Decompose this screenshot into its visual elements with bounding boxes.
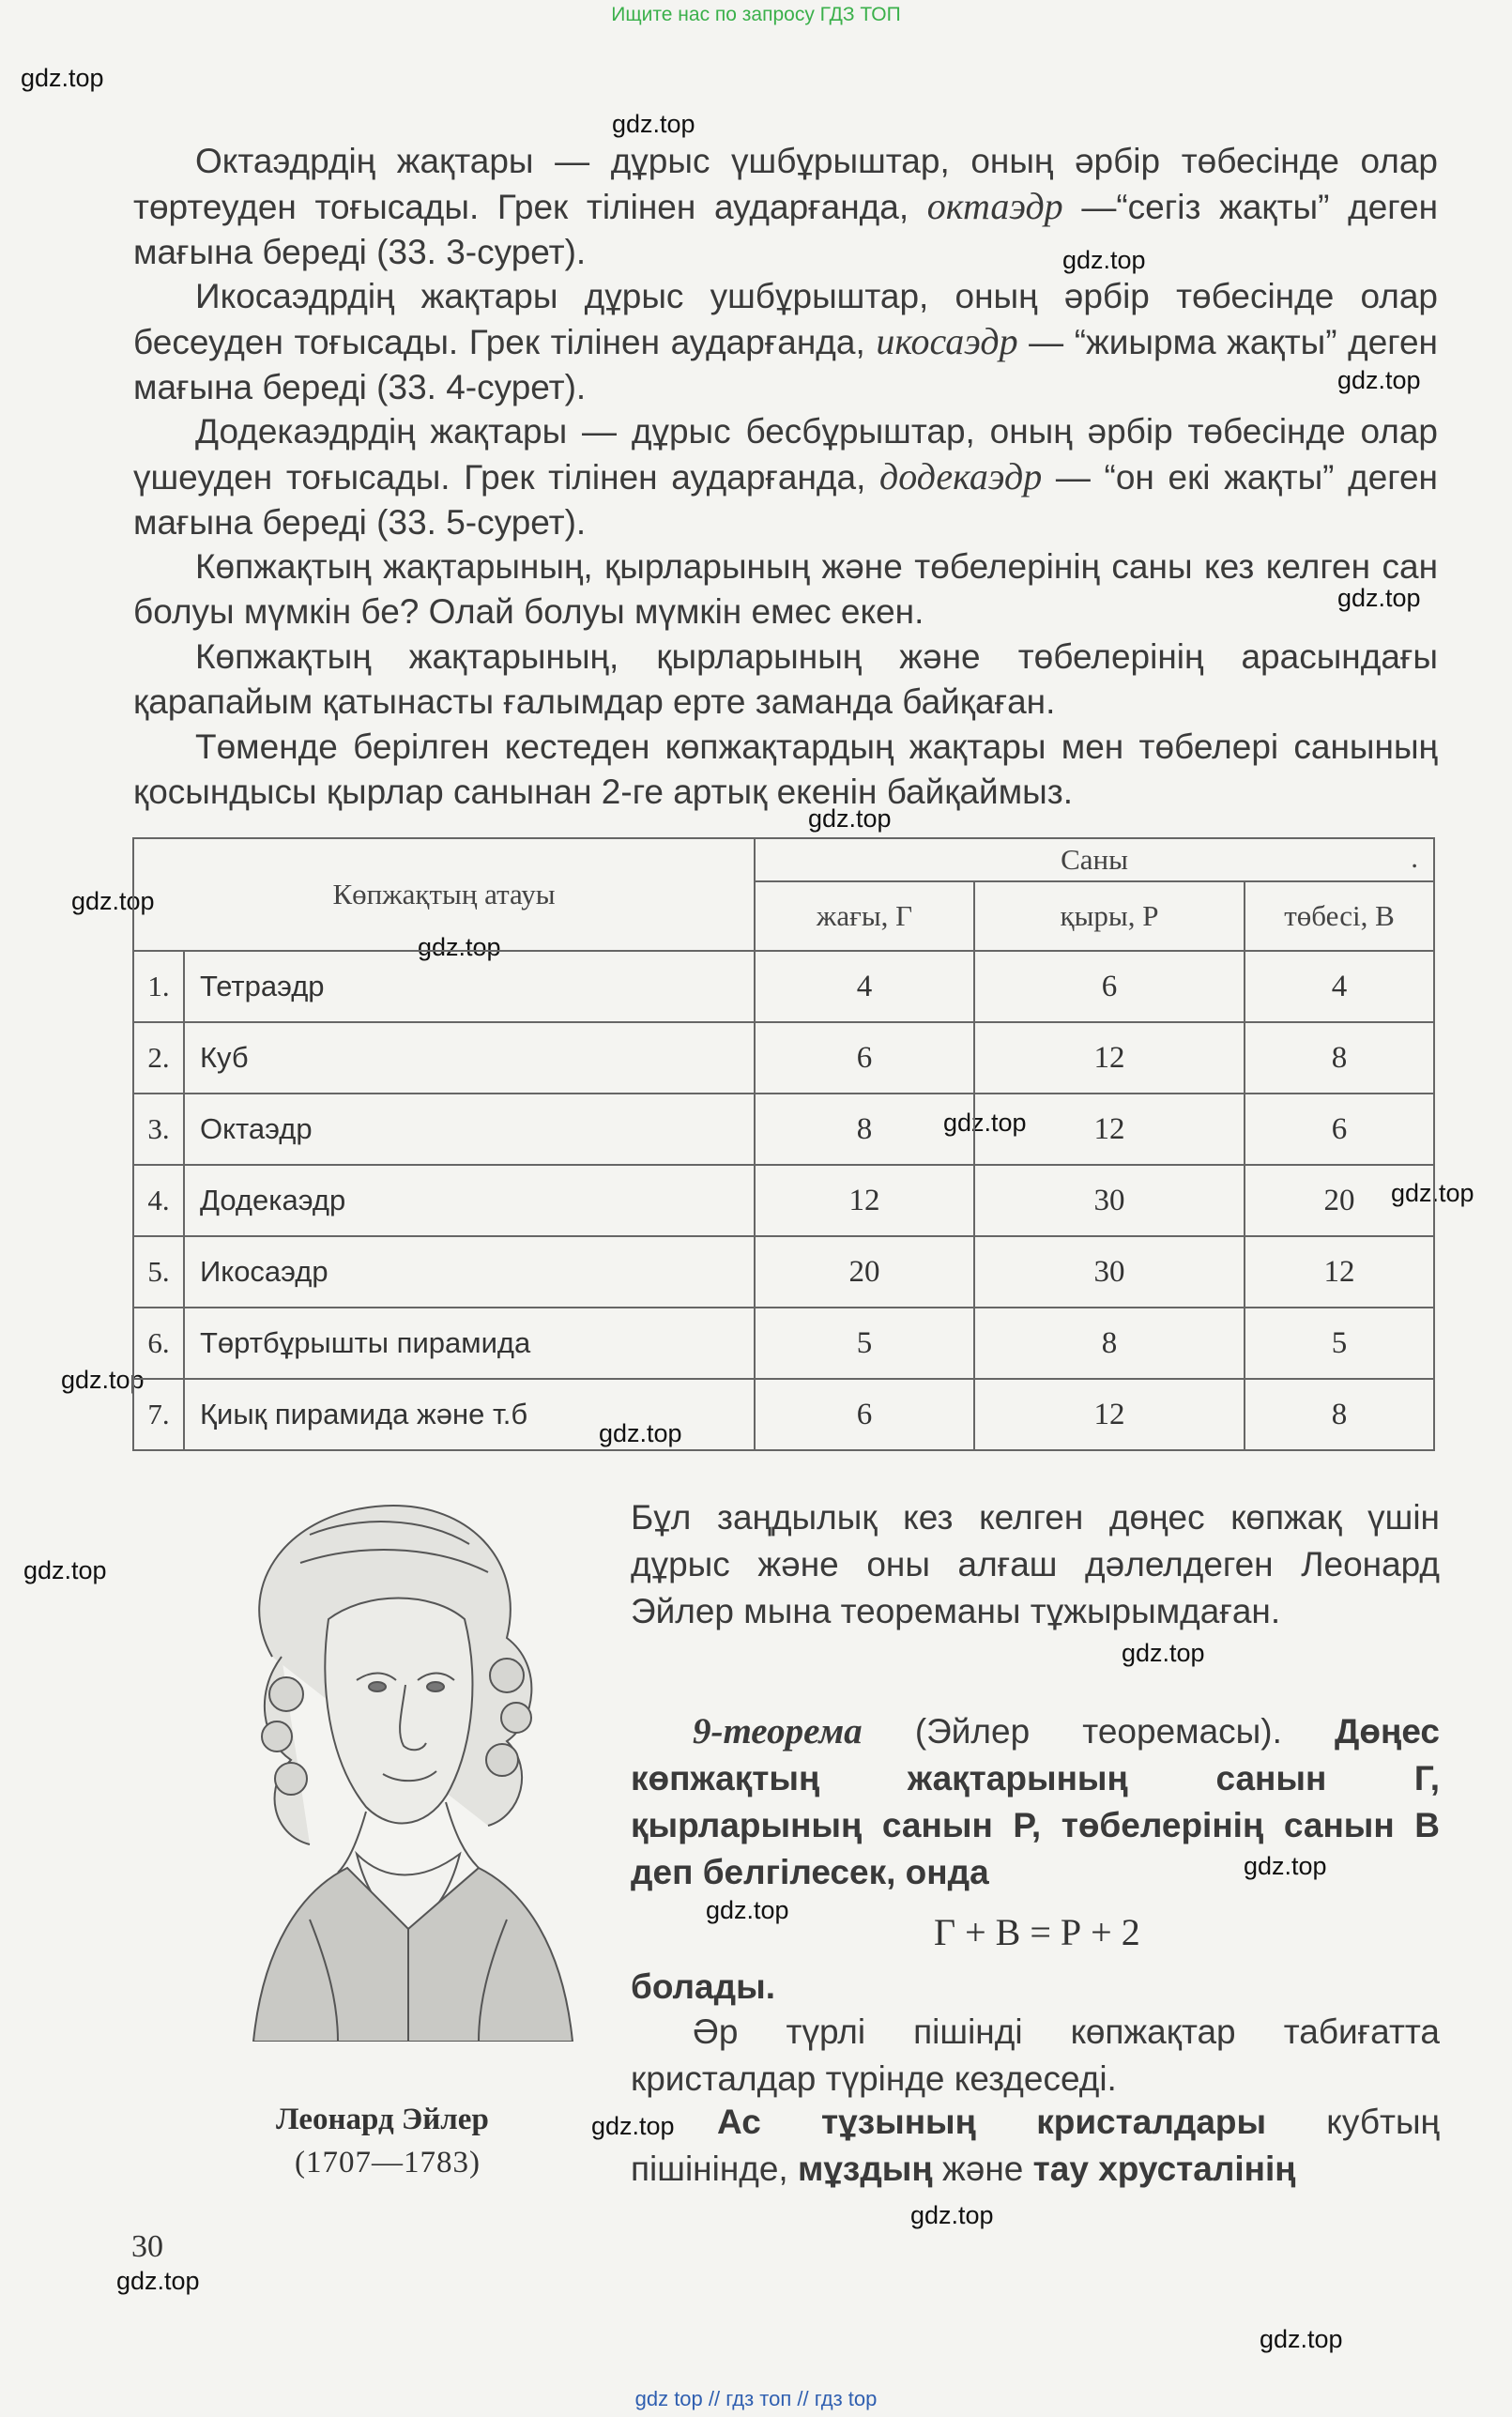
paragraph-dodecahedron bbox=[133, 409, 1438, 545]
watermark: gdz.top bbox=[1122, 1639, 1205, 1667]
paragraph-text: — “он екі жақты” деген мағына береді (33. 5-сурет). bbox=[133, 458, 1438, 542]
watermark: gdz.top bbox=[910, 2201, 994, 2229]
watermark: gdz.top bbox=[1337, 584, 1421, 612]
table-row bbox=[133, 1236, 1434, 1308]
euler-formula: Г + В = Р + 2 bbox=[934, 1911, 1140, 1953]
table-row bbox=[133, 1165, 1434, 1236]
page-number: 30 bbox=[131, 2229, 163, 2264]
row-name: Октаэдр bbox=[184, 1094, 755, 1165]
row-name: Тетраэдр bbox=[184, 951, 755, 1022]
term-icosahedron: икосаэдр bbox=[876, 320, 1018, 362]
table-header-count-label: Саны bbox=[1061, 843, 1128, 876]
table-header-count bbox=[755, 838, 1434, 881]
row-number: 5. bbox=[133, 1236, 184, 1308]
paragraph-table-intro bbox=[133, 725, 1438, 815]
table-row bbox=[133, 1308, 1434, 1379]
row-number: 4. bbox=[133, 1165, 184, 1236]
watermark: gdz.top bbox=[1391, 1179, 1474, 1207]
paragraph-nature bbox=[631, 2009, 1440, 2103]
row-vertices: 5 bbox=[1245, 1308, 1434, 1379]
top-banner[interactable]: Ищите нас по запросу ГДЗ ТОП bbox=[611, 4, 901, 25]
watermark: gdz.top bbox=[1337, 366, 1421, 394]
table-header-dot: . bbox=[1411, 841, 1418, 874]
paragraph-text: Көпжақтың жақтарының, қырларының және төбелерінің саны кез келген сан болуы мүмкін бе? Олай болуы мүмкін емес екен. bbox=[133, 547, 1438, 631]
portrait-caption-years: (1707—1783) bbox=[295, 2146, 481, 2180]
watermark: gdz.top bbox=[808, 804, 892, 833]
row-faces: 6 bbox=[755, 1022, 974, 1094]
euler-portrait-image bbox=[197, 1478, 591, 2042]
watermark: gdz.top bbox=[612, 110, 695, 138]
table-header-name: Көпжақтың атауы bbox=[133, 838, 755, 951]
row-number: 3. bbox=[133, 1094, 184, 1165]
row-number: 7. bbox=[133, 1379, 184, 1450]
paragraph-relation bbox=[133, 635, 1438, 725]
row-edges: 30 bbox=[974, 1165, 1245, 1236]
row-edges: 12 bbox=[974, 1379, 1245, 1450]
watermark: gdz.top bbox=[591, 2112, 675, 2140]
table-row bbox=[133, 1022, 1434, 1094]
watermark: gdz.top bbox=[116, 2267, 200, 2295]
paragraph-icosahedron bbox=[133, 274, 1438, 410]
theorem-name: (Эйлер теоремасы). bbox=[862, 1712, 1336, 1751]
polyhedra-table bbox=[132, 837, 1435, 1451]
theorem-body: Дөңес көпжақтың жақтарының санын Г, қырларының санын Р, төбелерінің санын В деп белгілесек, онда bbox=[631, 1712, 1440, 1891]
row-faces: 8 bbox=[755, 1094, 974, 1165]
row-name: Додекаэдр bbox=[184, 1165, 755, 1236]
table-row bbox=[133, 1379, 1434, 1450]
term-octahedron: октаэдр bbox=[926, 185, 1063, 227]
row-name: Қиық пирамида және т.б bbox=[184, 1379, 755, 1450]
table-header-vertices: төбесі, В bbox=[1245, 881, 1434, 951]
row-edges: 12 bbox=[974, 1094, 1245, 1165]
nature-text: Әр түрлі пішінді көпжақтар табиғатта кристалдар түрінде кездеседі. bbox=[631, 2012, 1440, 2098]
watermark: gdz.top bbox=[599, 1419, 682, 1447]
theorem-conclusion: болады. bbox=[631, 1967, 775, 2006]
row-name: Куб bbox=[184, 1022, 755, 1094]
table-header-faces: жағы, Г bbox=[755, 881, 974, 951]
row-edges: 12 bbox=[974, 1022, 1245, 1094]
paragraph-text: Икосаэдрдің жақтары дұрыс ушбұрыштар, оның әрбір төбесінде олар бесеуден тоғысады. Грек тілінен аударғанда, bbox=[133, 277, 1438, 361]
row-edges: 30 bbox=[974, 1236, 1245, 1308]
watermark: gdz.top bbox=[71, 887, 155, 915]
watermark: gdz.top bbox=[21, 64, 104, 92]
row-vertices: 20 bbox=[1245, 1165, 1434, 1236]
paragraph-text: Төменде берілген кестеден көпжақтардың жақтары мен төбелері санының қосындысы қырлар санынан 2-ге артық екенін байқаймыз. bbox=[133, 727, 1438, 811]
row-name: Төртбұрышты пирамида bbox=[184, 1308, 755, 1379]
watermark: gdz.top bbox=[706, 1896, 789, 1924]
row-faces: 12 bbox=[755, 1165, 974, 1236]
paragraph-text: — “жиырма жақты” деген мағына береді (33. 4-сурет). bbox=[133, 323, 1438, 406]
row-edges: 8 bbox=[974, 1308, 1245, 1379]
paragraph-question bbox=[133, 544, 1438, 635]
crystals-text: және bbox=[932, 2149, 1033, 2188]
paragraph-text: —“сегіз жақты” деген мағына береді (33. 3-сурет). bbox=[133, 188, 1439, 271]
row-name: Икосаэдр bbox=[184, 1236, 755, 1308]
watermark: gdz.top bbox=[1260, 2325, 1343, 2353]
table-row bbox=[133, 1094, 1434, 1165]
watermark: gdz.top bbox=[61, 1366, 145, 1394]
row-faces: 4 bbox=[755, 951, 974, 1022]
watermark: gdz.top bbox=[418, 933, 501, 961]
intro-text: Бұл заңдылық кез келген дөңес көпжақ үшін дұрыс және оны алғаш дәлелдеген Леонард Эйлер мына теореманы тұжырымдаған. bbox=[631, 1498, 1440, 1630]
row-number: 2. bbox=[133, 1022, 184, 1094]
table-row bbox=[133, 951, 1434, 1022]
term-dodecahedron: додекаэдр bbox=[879, 455, 1043, 497]
watermark: gdz.top bbox=[943, 1109, 1027, 1137]
ice-term: мұздың bbox=[797, 2149, 933, 2188]
paragraph-text: Октаэдрдің жақтары — дұрыс үшбұрыштар, оның әрбір төбесінде олар төртеуден тоғысады. Грек тілінен аударғанда, bbox=[133, 142, 1438, 226]
row-number: 6. bbox=[133, 1308, 184, 1379]
row-edges: 6 bbox=[974, 951, 1245, 1022]
watermark: gdz.top bbox=[1244, 1852, 1327, 1880]
row-faces: 5 bbox=[755, 1308, 974, 1379]
table-header-edges: қыры, Р bbox=[974, 881, 1245, 951]
quartz-term: тау хрусталінің bbox=[1032, 2149, 1296, 2188]
row-vertices: 12 bbox=[1245, 1236, 1434, 1308]
paragraph-text: Көпжақтың жақтарының, қырларының және төбелерінің арасындағы қарапайым қатынасты ғалымдар ерте заманда байқаған. bbox=[133, 637, 1438, 721]
row-vertices: 8 bbox=[1245, 1022, 1434, 1094]
row-faces: 6 bbox=[755, 1379, 974, 1450]
row-vertices: 6 bbox=[1245, 1094, 1434, 1165]
euler-intro bbox=[631, 1494, 1440, 1635]
crystals-text: кубтың пішінінде, bbox=[631, 2103, 1440, 2188]
watermark: gdz.top bbox=[23, 1556, 107, 1584]
paragraph-octahedron bbox=[133, 139, 1438, 275]
salt-term: Ас тұзының кристалдары bbox=[717, 2103, 1267, 2141]
theorem-label: 9-теорема bbox=[693, 1711, 863, 1752]
row-number: 1. bbox=[133, 951, 184, 1022]
portrait-caption-name: Леонард Эйлер bbox=[276, 2103, 489, 2136]
paragraph-crystals bbox=[631, 2099, 1440, 2193]
watermark: gdz.top bbox=[1062, 246, 1146, 274]
row-faces: 20 bbox=[755, 1236, 974, 1308]
row-vertices: 8 bbox=[1245, 1379, 1434, 1450]
paragraph-text: Додекаэдрдің жақтары — дұрыс бесбұрыштар, оның әрбір төбесінде олар үшеуден тоғысады. Грек тілінен аударғанда, bbox=[133, 412, 1438, 497]
footer-links[interactable]: gdz top // гдз топ // гдз top bbox=[634, 2387, 878, 2410]
row-vertices: 4 bbox=[1245, 951, 1434, 1022]
theorem-block bbox=[631, 1708, 1440, 1896]
